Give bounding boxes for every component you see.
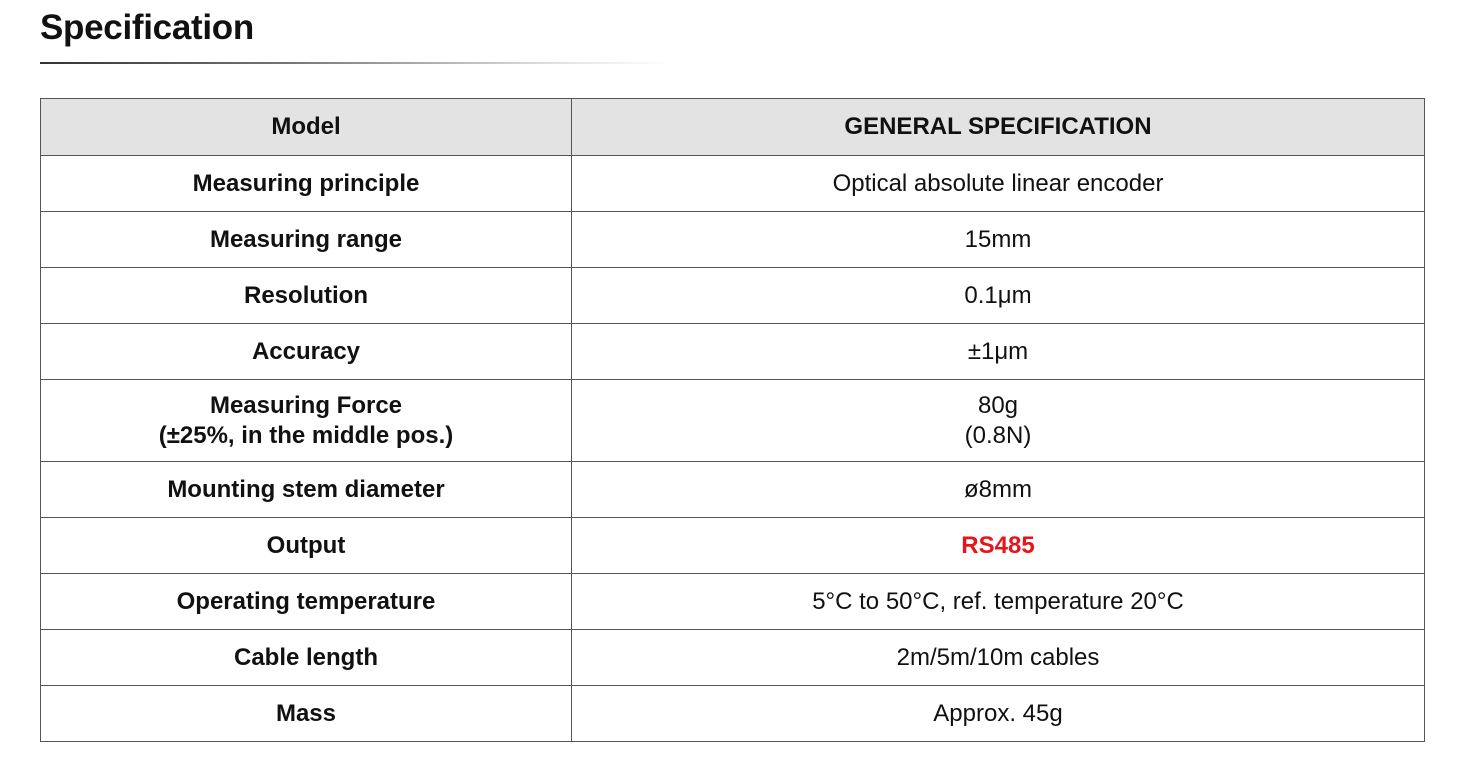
title-underline <box>40 62 670 64</box>
table-row <box>41 518 1425 574</box>
row-value-measuring-principle: Optical absolute linear encoder <box>572 156 1425 212</box>
row-value-output: RS485 <box>572 518 1425 574</box>
row-label-output: Output <box>41 518 572 574</box>
table-row <box>41 630 1425 686</box>
row-label-mass: Mass <box>41 686 572 742</box>
row-label-accuracy: Accuracy <box>41 324 572 380</box>
row-label-cable-length: Cable length <box>41 630 572 686</box>
row-label-mounting-stem-diameter: Mounting stem diameter <box>41 462 572 518</box>
page-title: Specification <box>40 8 254 47</box>
row-value-measuring-force <box>572 380 1425 462</box>
table-row <box>41 574 1425 630</box>
row-value-operating-temperature: 5°C to 50°C, ref. temperature 20°C <box>572 574 1425 630</box>
row-label-operating-temperature: Operating temperature <box>41 574 572 630</box>
table-row <box>41 380 1425 462</box>
measuring-force-value: 80g <box>977 391 1019 419</box>
table-row <box>41 686 1425 742</box>
table-row <box>41 268 1425 324</box>
measuring-force-label: Measuring Force <box>209 391 403 419</box>
row-label-measuring-range: Measuring range <box>41 212 572 268</box>
row-value-mass: Approx. 45g <box>572 686 1425 742</box>
measuring-force-label-note: (±25%, in the middle pos.) <box>158 421 454 449</box>
row-value-cable-length: 2m/5m/10m cables <box>572 630 1425 686</box>
row-label-measuring-force <box>41 380 572 462</box>
table-row <box>41 212 1425 268</box>
specification-table <box>40 98 1425 742</box>
table-header-row <box>41 99 1425 156</box>
row-value-measuring-range: 15mm <box>572 212 1425 268</box>
header-model: Model <box>41 99 572 156</box>
measuring-force-value-note: (0.8N) <box>964 421 1032 449</box>
row-label-resolution: Resolution <box>41 268 572 324</box>
table-row <box>41 156 1425 212</box>
table-row <box>41 462 1425 518</box>
header-general-specification: GENERAL SPECIFICATION <box>572 99 1425 156</box>
table-row <box>41 324 1425 380</box>
row-label-measuring-principle: Measuring principle <box>41 156 572 212</box>
row-value-accuracy: ±1μm <box>572 324 1425 380</box>
row-value-mounting-stem-diameter: ø8mm <box>572 462 1425 518</box>
row-value-resolution: 0.1μm <box>572 268 1425 324</box>
